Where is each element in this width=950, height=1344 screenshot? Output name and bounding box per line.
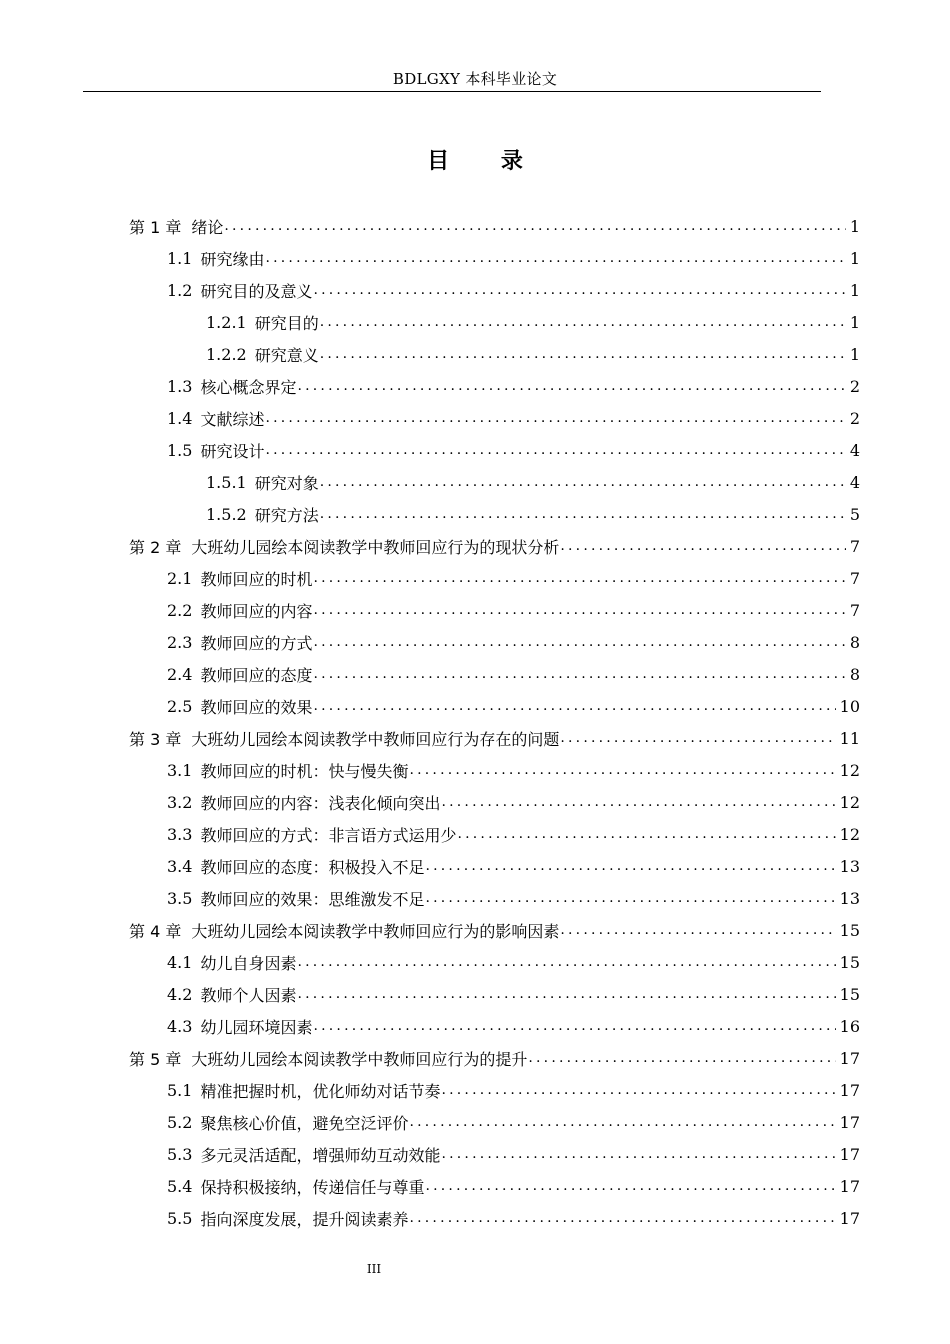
toc-dot-leader bbox=[265, 442, 845, 458]
toc-entry-number: 1.3 bbox=[167, 376, 193, 396]
toc-entry[interactable] bbox=[0, 722, 860, 754]
toc-entry-number: 1.2.1 bbox=[206, 312, 247, 332]
toc-dot-leader bbox=[297, 378, 845, 394]
toc-dot-leader bbox=[313, 634, 845, 650]
toc-dot-leader bbox=[313, 1018, 835, 1034]
toc-entry-number: 1.5.2 bbox=[206, 504, 247, 524]
toc-entry-label: 教师回应的态度：积极投入不足 bbox=[200, 857, 425, 877]
toc-entry[interactable] bbox=[0, 1138, 860, 1170]
toc-entry-number: 3.4 bbox=[167, 856, 193, 876]
toc-entry[interactable] bbox=[0, 946, 860, 978]
toc-entry-label: 教师回应的时机：快与慢失衡 bbox=[200, 761, 409, 781]
toc-entry-number: 2.5 bbox=[167, 696, 193, 716]
toc-title: 目 录 bbox=[427, 149, 545, 174]
toc-dot-leader bbox=[425, 858, 835, 874]
toc-entry-label: 幼儿自身因素 bbox=[200, 953, 297, 973]
toc-entry-page: 15 bbox=[839, 952, 860, 972]
toc-dot-leader bbox=[425, 890, 835, 906]
toc-entry-label: 大班幼儿园绘本阅读教学中教师回应行为的现状分析 bbox=[191, 537, 560, 557]
toc-entry-number: 3.1 bbox=[167, 760, 193, 780]
toc-entry-label: 文献综述 bbox=[200, 409, 265, 429]
toc-entry-label: 大班幼儿园绘本阅读教学中教师回应行为的提升 bbox=[191, 1049, 528, 1069]
toc-entry-number: 4.1 bbox=[167, 952, 193, 972]
toc-entry-page: 17 bbox=[839, 1048, 860, 1068]
toc-entry-page: 1 bbox=[849, 216, 860, 236]
toc-entry-page: 1 bbox=[849, 344, 860, 364]
toc-entry-label: 教师个人因素 bbox=[200, 985, 297, 1005]
toc-entry-number: 第 4 章 bbox=[129, 921, 182, 941]
page-header-title: BDLGXY 本科毕业论文 bbox=[392, 70, 558, 88]
toc-entry-page: 8 bbox=[849, 664, 860, 684]
toc-entry-page: 17 bbox=[839, 1080, 860, 1100]
toc-entry-page: 8 bbox=[849, 632, 860, 652]
toc-entry[interactable] bbox=[0, 818, 860, 850]
toc-entry-number: 第 1 章 bbox=[129, 217, 182, 237]
toc-entry[interactable] bbox=[0, 1010, 860, 1042]
toc-entry-label: 大班幼儿园绘本阅读教学中教师回应行为的影响因素 bbox=[191, 921, 560, 941]
toc-entry-number: 2.3 bbox=[167, 632, 193, 652]
toc-dot-leader bbox=[313, 698, 835, 714]
toc-entry-label: 保持积极接纳，传递信任与尊重 bbox=[200, 1177, 425, 1197]
toc-entry[interactable] bbox=[0, 530, 860, 562]
toc-entry-page: 13 bbox=[839, 888, 860, 908]
toc-entry-page: 17 bbox=[839, 1112, 860, 1132]
toc-dot-leader bbox=[313, 282, 845, 298]
toc-entry-number: 5.2 bbox=[167, 1112, 193, 1132]
toc-entry-label: 教师回应的效果 bbox=[200, 697, 313, 717]
toc-entry-label: 研究缘由 bbox=[200, 249, 265, 269]
toc-entry-page: 4 bbox=[849, 472, 860, 492]
toc-entry-label: 教师回应的方式：非言语方式运用少 bbox=[200, 825, 457, 845]
toc-dot-leader bbox=[313, 666, 845, 682]
toc-entry[interactable] bbox=[0, 338, 860, 370]
toc-dot-leader bbox=[320, 314, 846, 330]
toc-entry-number: 3.3 bbox=[167, 824, 193, 844]
toc-entry[interactable] bbox=[0, 882, 860, 914]
toc-entry-page: 7 bbox=[849, 536, 860, 556]
toc-entry-number: 1.5.1 bbox=[206, 472, 247, 492]
toc-entry[interactable] bbox=[0, 466, 860, 498]
toc-entry-label: 研究对象 bbox=[254, 473, 319, 493]
toc-entry-label: 教师回应的方式 bbox=[200, 633, 313, 653]
toc-dot-leader bbox=[425, 1178, 835, 1194]
header-rule bbox=[83, 91, 821, 92]
toc-dot-leader bbox=[560, 730, 835, 746]
toc-entry-number: 第 3 章 bbox=[129, 729, 182, 749]
toc-entry[interactable] bbox=[0, 306, 860, 338]
toc-dot-leader bbox=[560, 538, 845, 554]
toc-entry-page: 5 bbox=[849, 504, 860, 524]
toc-entry-label: 研究方法 bbox=[254, 505, 319, 525]
toc-entry[interactable] bbox=[0, 210, 860, 242]
toc-entry-page: 2 bbox=[849, 376, 860, 396]
toc-entry-number: 1.5 bbox=[167, 440, 193, 460]
toc-entry[interactable] bbox=[0, 754, 860, 786]
toc-entry-number: 第 5 章 bbox=[129, 1049, 182, 1069]
toc-entry-label: 核心概念界定 bbox=[200, 377, 297, 397]
toc-dot-leader bbox=[297, 954, 835, 970]
toc-entry-page: 15 bbox=[839, 920, 860, 940]
toc-dot-leader bbox=[313, 602, 845, 618]
toc-entry[interactable] bbox=[0, 562, 860, 594]
table-of-contents bbox=[0, 210, 950, 1234]
toc-entry[interactable] bbox=[0, 594, 860, 626]
toc-entry-page: 13 bbox=[839, 856, 860, 876]
toc-entry-number: 2.4 bbox=[167, 664, 193, 684]
toc-entry-page: 4 bbox=[849, 440, 860, 460]
toc-dot-leader bbox=[457, 826, 835, 842]
toc-entry[interactable] bbox=[0, 786, 860, 818]
toc-entry-page: 7 bbox=[849, 568, 860, 588]
toc-entry-label: 教师回应的内容：浅表化倾向突出 bbox=[200, 793, 441, 813]
toc-entry-number: 4.3 bbox=[167, 1016, 193, 1036]
toc-entry-number: 3.5 bbox=[167, 888, 193, 908]
toc-dot-leader bbox=[297, 986, 835, 1002]
toc-entry[interactable] bbox=[0, 978, 860, 1010]
toc-entry[interactable] bbox=[0, 498, 860, 530]
toc-dot-leader bbox=[441, 794, 835, 810]
toc-entry[interactable] bbox=[0, 274, 860, 306]
toc-dot-leader bbox=[320, 346, 846, 362]
toc-entry[interactable] bbox=[0, 658, 860, 690]
toc-dot-leader bbox=[313, 570, 845, 586]
toc-entry[interactable] bbox=[0, 1106, 860, 1138]
toc-entry[interactable] bbox=[0, 914, 860, 946]
toc-entry-page: 16 bbox=[839, 1016, 860, 1036]
toc-entry[interactable] bbox=[0, 434, 860, 466]
toc-entry-page: 1 bbox=[849, 248, 860, 268]
toc-entry-label: 教师回应的态度 bbox=[200, 665, 313, 685]
toc-entry-number: 5.3 bbox=[167, 1144, 193, 1164]
toc-entry-number: 5.1 bbox=[167, 1080, 193, 1100]
toc-entry-page: 10 bbox=[839, 696, 860, 716]
toc-entry-label: 精准把握时机，优化师幼对话节奏 bbox=[200, 1081, 441, 1101]
page-number: III bbox=[366, 1262, 382, 1276]
toc-entry-label: 研究目的及意义 bbox=[200, 281, 313, 301]
toc-entry[interactable] bbox=[0, 370, 860, 402]
toc-entry-number: 2.2 bbox=[167, 600, 193, 620]
toc-entry-label: 大班幼儿园绘本阅读教学中教师回应行为存在的问题 bbox=[191, 729, 560, 749]
toc-dot-leader bbox=[265, 410, 845, 426]
toc-dot-leader bbox=[224, 218, 845, 234]
toc-entry-page: 17 bbox=[839, 1144, 860, 1164]
toc-entry-number: 第 2 章 bbox=[129, 537, 182, 557]
toc-entry[interactable] bbox=[0, 1170, 860, 1202]
toc-entry-page: 15 bbox=[839, 984, 860, 1004]
toc-entry-label: 教师回应的效果：思维激发不足 bbox=[200, 889, 425, 909]
toc-entry-page: 1 bbox=[849, 312, 860, 332]
toc-entry[interactable] bbox=[0, 1202, 860, 1234]
toc-dot-leader bbox=[409, 762, 835, 778]
toc-entry-page: 17 bbox=[839, 1176, 860, 1196]
toc-entry-number: 4.2 bbox=[167, 984, 193, 1004]
toc-dot-leader bbox=[441, 1146, 835, 1162]
toc-entry[interactable] bbox=[0, 690, 860, 722]
toc-entry-page: 11 bbox=[839, 728, 860, 748]
toc-entry-page: 12 bbox=[839, 824, 860, 844]
toc-entry-label: 绪论 bbox=[191, 217, 224, 237]
toc-dot-leader bbox=[320, 474, 846, 490]
toc-entry[interactable] bbox=[0, 242, 860, 274]
toc-entry-number: 1.1 bbox=[167, 248, 193, 268]
toc-entry-number: 1.4 bbox=[167, 408, 193, 428]
toc-entry-page: 7 bbox=[849, 600, 860, 620]
toc-entry-page: 17 bbox=[839, 1208, 860, 1228]
toc-entry-label: 指向深度发展，提升阅读素养 bbox=[200, 1209, 409, 1229]
toc-entry-label: 研究设计 bbox=[200, 441, 265, 461]
toc-dot-leader bbox=[320, 506, 846, 522]
toc-dot-leader bbox=[409, 1210, 835, 1226]
toc-entry-label: 多元灵活适配，增强师幼互动效能 bbox=[200, 1145, 441, 1165]
toc-entry-label: 研究意义 bbox=[254, 345, 319, 365]
toc-entry-number: 1.2 bbox=[167, 280, 193, 300]
toc-entry-page: 2 bbox=[849, 408, 860, 428]
toc-entry-label: 研究目的 bbox=[254, 313, 319, 333]
toc-dot-leader bbox=[441, 1082, 835, 1098]
toc-dot-leader bbox=[560, 922, 835, 938]
toc-dot-leader bbox=[409, 1114, 835, 1130]
toc-entry-number: 5.5 bbox=[167, 1208, 193, 1228]
toc-entry-page: 12 bbox=[839, 792, 860, 812]
toc-entry-number: 5.4 bbox=[167, 1176, 193, 1196]
toc-entry-page: 12 bbox=[839, 760, 860, 780]
toc-entry[interactable] bbox=[0, 402, 860, 434]
toc-entry-label: 聚焦核心价值，避免空泛评价 bbox=[200, 1113, 409, 1133]
toc-entry[interactable] bbox=[0, 1074, 860, 1106]
toc-dot-leader bbox=[265, 250, 845, 266]
toc-entry-label: 幼儿园环境因素 bbox=[200, 1017, 313, 1037]
toc-entry-label: 教师回应的时机 bbox=[200, 569, 313, 589]
toc-entry-number: 1.2.2 bbox=[206, 344, 247, 364]
toc-dot-leader bbox=[528, 1050, 835, 1066]
toc-entry[interactable] bbox=[0, 1042, 860, 1074]
toc-entry[interactable] bbox=[0, 626, 860, 658]
toc-entry-label: 教师回应的内容 bbox=[200, 601, 313, 621]
toc-entry-number: 3.2 bbox=[167, 792, 193, 812]
toc-entry-page: 1 bbox=[849, 280, 860, 300]
toc-entry[interactable] bbox=[0, 850, 860, 882]
toc-entry-number: 2.1 bbox=[167, 568, 193, 588]
